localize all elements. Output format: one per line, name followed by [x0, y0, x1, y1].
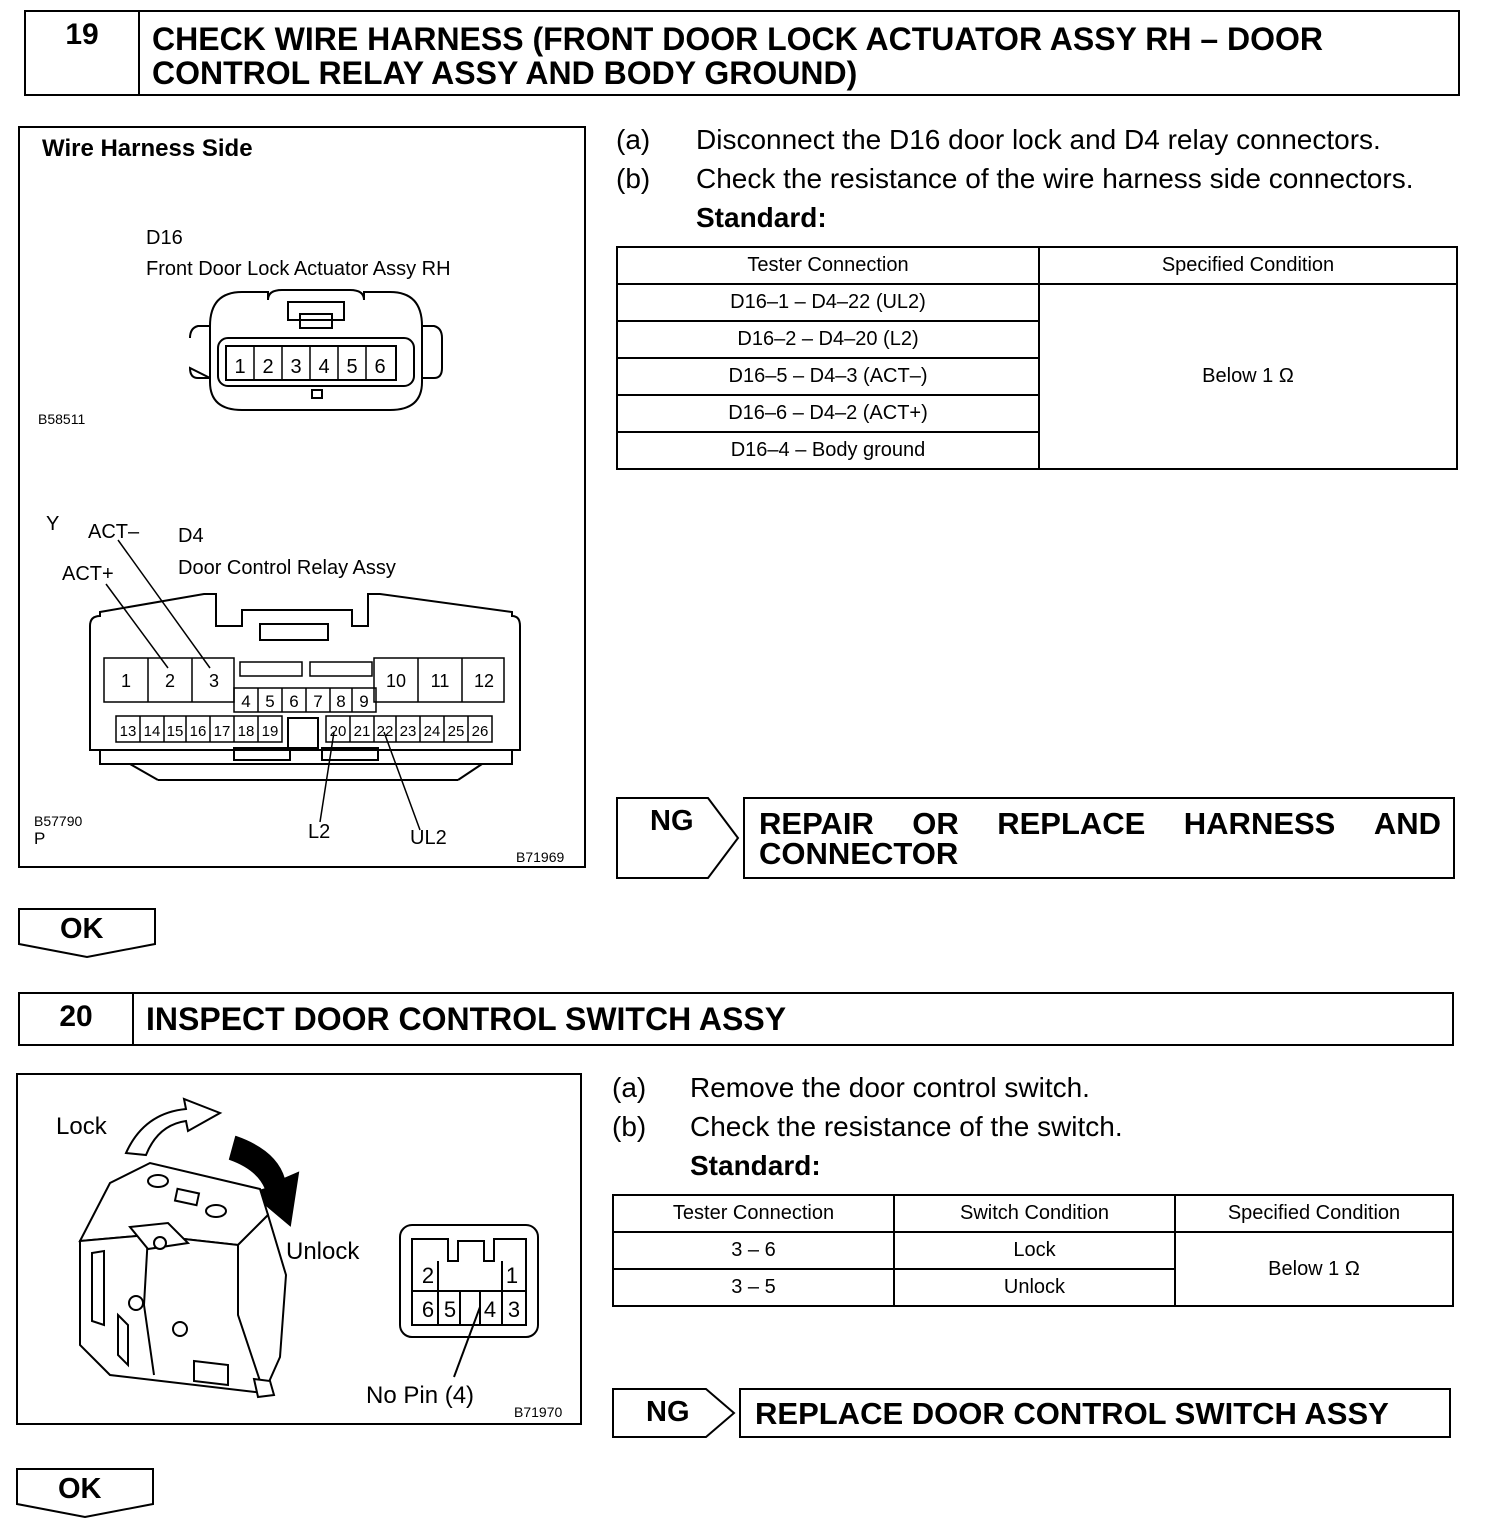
step19-ng-action: [743, 797, 1455, 879]
ref-b58511: B58511: [38, 411, 86, 427]
d4-pin-16: 16: [189, 723, 207, 740]
d4-pin-20: 20: [329, 723, 347, 740]
d16-pin-3: 3: [290, 356, 302, 378]
d4-pin-1: 1: [120, 671, 132, 691]
d4-pin-23: 23: [399, 723, 417, 740]
connection-cell: D16–4 – Body ground: [617, 432, 1039, 469]
step20-title: INSPECT DOOR CONTROL SWITCH ASSY: [146, 1001, 787, 1037]
d4-code: D4: [178, 525, 204, 547]
header-specified-condition: Specified Condition: [1039, 247, 1457, 284]
table-row: [613, 1232, 1453, 1269]
d4-pin-9: 9: [359, 692, 369, 711]
lock-label: Lock: [56, 1113, 107, 1140]
unlock-label: Unlock: [286, 1238, 360, 1265]
step19-text-a: Disconnect the D16 door lock and D4 relay connectors.: [696, 124, 1381, 155]
step20-ng-action: REPLACE DOOR CONTROL SWITCH ASSY: [739, 1388, 1451, 1438]
table-header-row: [613, 1195, 1453, 1232]
step20-ng-arrow[interactable]: [612, 1388, 736, 1438]
lock-arrow-icon: [126, 1099, 220, 1155]
condition-cell: Below 1 Ω: [1175, 1232, 1453, 1306]
d16-name: Front Door Lock Actuator Assy RH: [146, 258, 451, 280]
step19-instructions: [616, 120, 1476, 240]
step20-instructions: [612, 1068, 1472, 1188]
step19-title: [152, 22, 1450, 90]
connection-cell: 3 – 6: [613, 1232, 894, 1269]
connection-cell: D16–5 – D4–3 (ACT–): [617, 358, 1039, 395]
step19-label-b: (b): [616, 163, 651, 194]
step20-text-b: Check the resistance of the switch.: [690, 1111, 1123, 1142]
figure-heading: Wire Harness Side: [42, 135, 253, 162]
ng-label: NG: [650, 805, 694, 837]
no-pin-label: No Pin (4): [366, 1382, 475, 1409]
step20-label-b: (b): [612, 1111, 647, 1142]
d4-pin-4: 4: [241, 692, 251, 711]
step20-ok-arrow[interactable]: [16, 1468, 154, 1518]
d4-pin-11: 11: [430, 671, 450, 691]
switch-body-drawing: [80, 1163, 286, 1397]
ng-action-line1: [759, 806, 1441, 841]
ng-word: AND: [1373, 806, 1441, 841]
table-header-row: [617, 247, 1457, 284]
d4-pin-22: 22: [376, 723, 394, 740]
switch-pin-3: 3: [507, 1297, 521, 1322]
ref-b57790: B57790: [34, 813, 83, 829]
condition-cell: Below 1 Ω: [1039, 284, 1457, 469]
d4-pin-21: 21: [353, 723, 371, 740]
step19-label-a: (a): [616, 124, 651, 155]
header-switch-condition: Switch Condition: [894, 1195, 1175, 1232]
step20-label-a: (a): [612, 1072, 647, 1103]
table-row: [617, 284, 1457, 321]
ok-label: OK: [60, 913, 104, 945]
switch-pin-1: 1: [505, 1263, 519, 1288]
d4-pin-6: 6: [289, 692, 299, 711]
header-tester-connection: Tester Connection: [613, 1195, 894, 1232]
d16-connector: [190, 290, 442, 410]
switch-pin-5: 5: [443, 1297, 457, 1322]
d4-name: Door Control Relay Assy: [178, 557, 396, 579]
act-minus-label: ACT–: [88, 521, 140, 543]
switch-pin-6: 6: [421, 1297, 435, 1322]
header-tester-connection: Tester Connection: [617, 247, 1039, 284]
d4-pin-24: 24: [423, 723, 441, 740]
d16-pin-6: 6: [374, 356, 386, 378]
step19-title-line2: CONTROL RELAY ASSY AND BODY GROUND): [152, 55, 858, 91]
step19-number: 19: [26, 12, 140, 94]
d16-pin-4: 4: [318, 356, 330, 378]
switch-pin-4: 4: [483, 1297, 497, 1322]
d16-pin-1: 1: [234, 356, 246, 378]
y-label: Y: [46, 513, 60, 535]
step20-standard-label: Standard:: [690, 1150, 821, 1181]
d4-pin-2: 2: [164, 671, 176, 691]
d4-pin-8: 8: [336, 692, 346, 711]
d4-pin-26: 26: [471, 723, 489, 740]
d4-pin-3: 3: [208, 671, 220, 691]
d4-pin-5: 5: [265, 692, 275, 711]
d4-pin-25: 25: [447, 723, 465, 740]
door-switch-diagram: [18, 1075, 580, 1423]
ref-b71969: B71969: [516, 849, 565, 865]
step20-spec-table: [612, 1194, 1454, 1307]
connection-cell: D16–1 – D4–22 (UL2): [617, 284, 1039, 321]
switch-cell: Unlock: [894, 1269, 1175, 1306]
d16-pin-5: 5: [346, 356, 358, 378]
ul2-label: UL2: [410, 827, 447, 849]
header-specified-condition: Specified Condition: [1175, 1195, 1453, 1232]
d16-code: D16: [146, 227, 183, 249]
ng-word: REPLACE: [997, 806, 1146, 841]
ok-label: OK: [58, 1473, 102, 1505]
ng-action-line2: CONNECTOR: [759, 836, 959, 871]
step20-header: [18, 992, 1454, 1046]
leader-lines: [106, 540, 420, 830]
step20-number: 20: [20, 994, 134, 1044]
d4-pin-12: 12: [473, 671, 495, 691]
step19-figure: [18, 126, 586, 868]
step19-ok-arrow[interactable]: [18, 908, 156, 958]
ng-word: HARNESS: [1183, 806, 1336, 841]
connection-cell: D16–6 – D4–2 (ACT+): [617, 395, 1039, 432]
step19-header: [24, 10, 1460, 96]
d4-pin-19: 19: [261, 723, 279, 740]
ref-b71970: B71970: [514, 1404, 563, 1420]
ref-b57790-sub: P: [34, 829, 46, 848]
l2-label: L2: [308, 821, 331, 843]
d16-pin-2: 2: [262, 356, 274, 378]
act-plus-label: ACT+: [62, 563, 114, 585]
step19-ng-arrow[interactable]: [616, 797, 740, 879]
switch-pin-2: 2: [421, 1263, 435, 1288]
step20-figure: [16, 1073, 582, 1425]
ng-label: NG: [646, 1396, 690, 1428]
d4-connector: [90, 594, 520, 780]
connection-cell: D16–2 – D4–20 (L2): [617, 321, 1039, 358]
step19-title-line1: CHECK WIRE HARNESS (FRONT DOOR LOCK ACTUATOR ASSY RH – DOOR: [152, 21, 1323, 57]
d4-pin-13: 13: [119, 723, 137, 740]
step19-text-b: Check the resistance of the wire harness side connectors.: [696, 163, 1414, 194]
ng-word: REPAIR: [759, 806, 874, 841]
d4-pin-17: 17: [213, 723, 231, 740]
switch-cell: Lock: [894, 1232, 1175, 1269]
d4-pin-7: 7: [313, 692, 323, 711]
d4-pin-15: 15: [166, 723, 184, 740]
connection-cell: 3 – 5: [613, 1269, 894, 1306]
d4-pin-18: 18: [237, 723, 255, 740]
step20-text-a: Remove the door control switch.: [690, 1072, 1090, 1103]
wire-harness-diagram: [20, 128, 584, 866]
step19-standard-label: Standard:: [696, 202, 827, 233]
ng-word: OR: [912, 806, 959, 841]
d4-pin-14: 14: [143, 723, 161, 740]
step19-spec-table: [616, 246, 1458, 470]
d4-pin-10: 10: [385, 671, 407, 691]
